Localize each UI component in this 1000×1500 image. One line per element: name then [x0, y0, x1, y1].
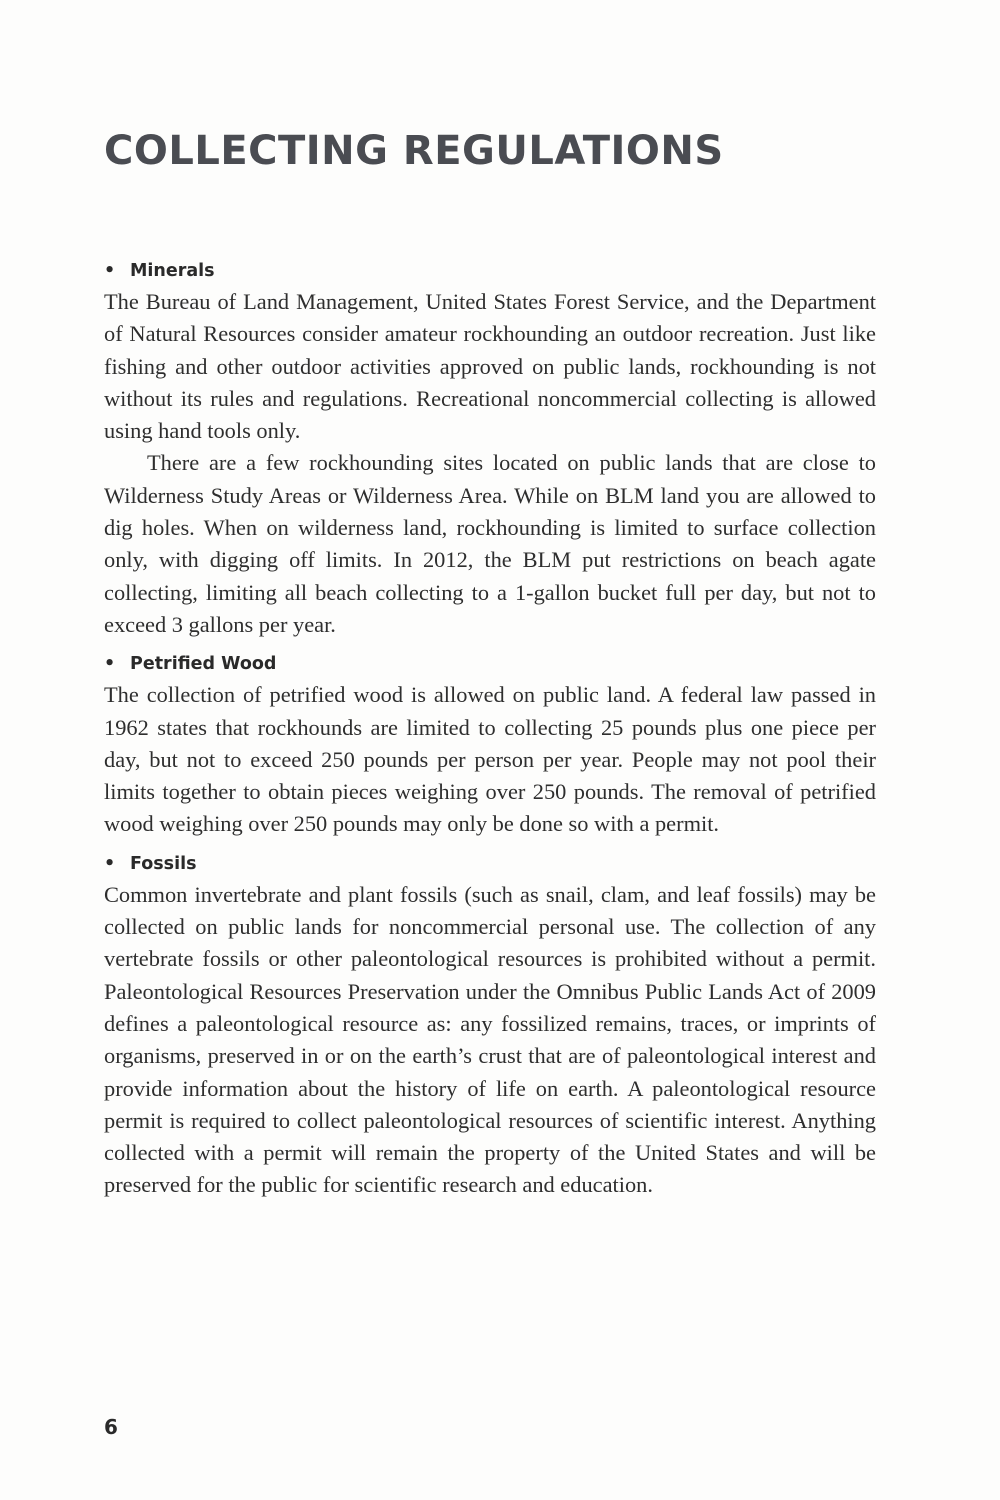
section-heading-label: Petrified Wood	[130, 654, 277, 675]
section-petrified-wood	[104, 651, 876, 840]
paragraph: Common invertebrate and plant fossils (such as snail, clam, and leaf fossils) may be collected on public lands for noncommercial personal use. The collection of any vertebrate fossils or other paleontological resources is prohibited without a permit. Paleontological Resources Preservation under the Omnibus Public Lands Act of 2009 defines a paleontological resource as: any fossilized remains, traces, or imprints of organisms, preserved in or on the earth’s crust that are of paleontological interest and provide information about the history of life on earth. A paleontological resource permit is required to collect paleontological resources of scientific interest. Anything collected with a permit will remain the property of the United States and will be preserved for the public for scientific research and education.	[104, 881, 876, 1198]
bullet-icon: •	[104, 654, 116, 675]
section-minerals	[104, 258, 876, 641]
page-content	[104, 258, 876, 1202]
paragraph: The Bureau of Land Management, United States Forest Service, and the Department of Natural Resources consider amateur rockhounding an outdoor recreation. Just like fishing and other outdoor activities approved on public lands, rockhounding is not without its rules and regulations. Recreational noncommercial collecting is allowed using hand tools only.	[104, 289, 876, 444]
section-heading-label: Fossils	[130, 853, 197, 874]
page-number: 6	[104, 1415, 118, 1439]
paragraph: The collection of petrified wood is allowed on public land. A federal law passed in 1962 states that rockhounds are limited to collecting 25 pounds plus one piece per day, but not to exceed 250 pounds per person per year. People may not pool their limits together to obtain pieces weighing over 250 pounds. The removal of petrified wood weighing over 250 pounds may only be done so with a permit.	[104, 682, 876, 837]
section-heading	[104, 651, 876, 677]
section-heading	[104, 258, 876, 284]
bullet-icon: •	[104, 853, 116, 874]
section-heading-label: Minerals	[130, 261, 215, 281]
section-fossils	[104, 851, 876, 1202]
bullet-icon: •	[104, 261, 116, 281]
paragraph: There are a few rockhounding sites located on public lands that are close to Wilderness Study Areas or Wilderness Area. While on BLM land you are allowed to dig holes. When on wilderness land, rockhounding is limited to surface collection only, with digging off limits. In 2012, the BLM put restrictions on beach agate collecting, limiting all beach collecting to a 1-gallon bucket full per day, but not to exceed 3 gallons per year.	[104, 450, 876, 637]
section-heading	[104, 851, 876, 877]
page-title: COLLECTING REGULATIONS	[104, 128, 724, 174]
